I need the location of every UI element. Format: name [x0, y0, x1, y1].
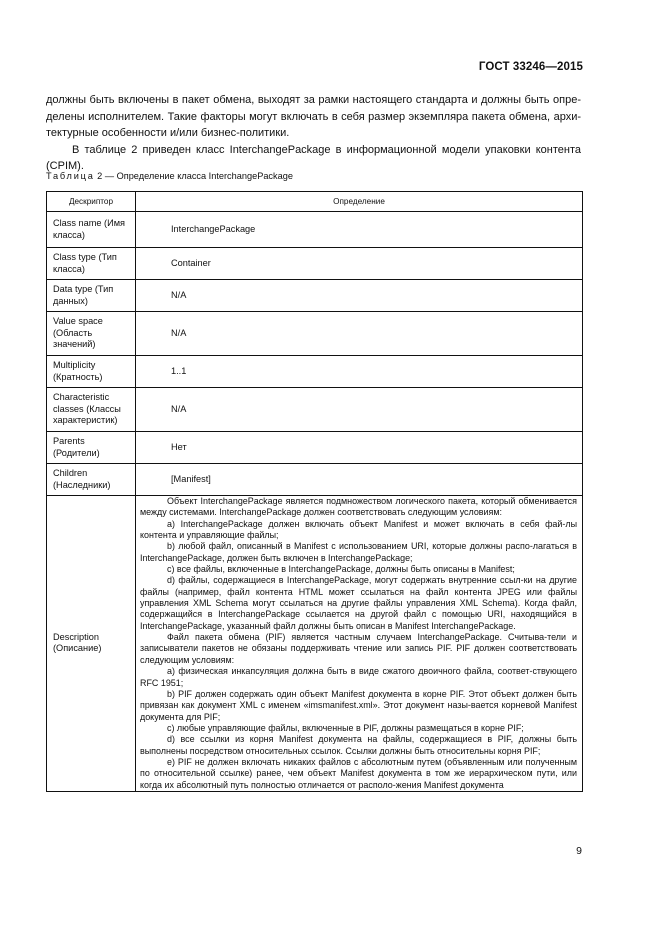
- descriptor-cell: Value space (Область значений): [47, 312, 136, 356]
- description-paragraph: Объект InterchangePackage является подмножеством логического пакета, который обменивается между системами. InterchangePackage должен соответствовать следующим условиям:: [140, 496, 577, 518]
- definition-cell: Container: [136, 248, 583, 280]
- descriptor-cell: Data type (Тип данных): [47, 280, 136, 312]
- table-row: [47, 464, 583, 496]
- table-row-description: [47, 496, 583, 792]
- description-paragraph: b) PIF должен содержать один объект Manifest документа в корне PIF. Этот объект должен быть привязан как документ XML с именем «imsmanifest.xml». Этот документ назы-вается корневой Manifest документа для PIF;: [140, 688, 577, 722]
- table-row: [47, 388, 583, 432]
- column-header-definition: Определение: [136, 192, 583, 212]
- description-paragraph: c) любые управляющие файлы, включенные в PIF, должны размещаться в корне PIF;: [167, 722, 524, 733]
- description-paragraph: d) все ссылки из корня Manifest документа на файлы, содержащиеся в PIF, должны быть выполнены посредством относительных ссылок. Ссылки должны быть относительны корня PIF;: [140, 734, 577, 756]
- table-row: [47, 248, 583, 280]
- table-caption-label: Таблица: [46, 171, 95, 181]
- definition-cell: N/A: [136, 280, 583, 312]
- definition-cell: N/A: [136, 388, 583, 432]
- description-paragraph: e) PIF не должен включать никаких файлов с абсолютным путем (объявленным или полученным по относительной ссылке) ранее, чем объект Manifest документа в том же иерархическом пути, или когда их абсолютный путь полностью отличается от располо-жения Manifest документа: [140, 756, 577, 790]
- description-paragraph: а) физическая инкапсуляция должна быть в виде сжатого двоичного файла, соответ-ствующего RFC 1951;: [140, 666, 577, 688]
- description-paragraph: b) любой файл, описанный в Manifest с использованием URI, которые должны распо-лагаться в InterchangePackage, должен быть включен в InterchangePackage;: [140, 541, 577, 563]
- descriptor-cell: Class name (Имя класса): [47, 212, 136, 248]
- descriptor-cell: Class type (Тип класса): [47, 248, 136, 280]
- description-paragraph: а) InterchangePackage должен включать объект Manifest и может включать в себя фай-лы контента и управляющие файлы;: [140, 518, 577, 541]
- definition-cell: [Manifest]: [136, 464, 583, 496]
- page-number: 9: [576, 845, 582, 857]
- table-caption-title: 2 — Определение класса InterchangePackage: [94, 171, 293, 181]
- definition-cell: InterchangePackage: [136, 212, 583, 248]
- table-row: [47, 432, 583, 464]
- definition-table: [46, 191, 583, 792]
- description-paragraph: Файл пакета обмена (PIF) является частным случаем InterchangePackage. Считыва-тели и записыватели пакетов не обязаны поддерживать чтение или запись PIF. PIF должен соответствовать следующим условиям:: [140, 632, 577, 665]
- table-header-row: [47, 192, 583, 212]
- paragraph: В таблице 2 приведен класс InterchangePackage в информационной модели упаковки контента (CPIM).: [46, 143, 581, 172]
- description-cell: [136, 496, 583, 792]
- descriptor-cell: Parents (Родители): [47, 432, 136, 464]
- descriptor-cell: Multiplicity (Кратность): [47, 356, 136, 388]
- definition-cell: 1..1: [136, 356, 583, 388]
- definition-cell: Нет: [136, 432, 583, 464]
- descriptor-cell: Children (Наследники): [47, 464, 136, 496]
- standard-number: ГОСТ 33246—2015: [478, 61, 583, 73]
- table-caption: [46, 170, 293, 182]
- table-row: [47, 312, 583, 356]
- definition-cell: N/A: [136, 312, 583, 356]
- description-paragraph: d) файлы, содержащиеся в InterchangePackage, могут содержать внутренние ссыл-ки на другие файлы (например, файл контента HTML может ссылаться на файл контента JPEG или файлы управления XML Schema могут ссылаться на другие файлы управления XML Schema). Когда файл, содержащийся в InterchangePackage ссылается на другой файл с помощью URI, находящийся в InterchangePackage, указанный файл должны быть описан в Manifest InterchangePackage.: [140, 575, 577, 631]
- descriptor-cell: Characteristic classes (Классы характеристик): [47, 388, 136, 432]
- body-text: [46, 92, 581, 175]
- descriptor-cell: Description (Описание): [47, 496, 136, 792]
- table-row: [47, 356, 583, 388]
- paragraph: должны быть включены в пакет обмена, выходят за рамки настоящего стандарта и должны быть опре-делены исполнителем. Такие факторы могут включать в себя размер экземпляра пакета обмена, архи-тектурные особенности и/или бизнес-политики.: [46, 94, 581, 139]
- table-row: [47, 212, 583, 248]
- table-row: [47, 280, 583, 312]
- description-paragraph: c) все файлы, включенные в InterchangePackage, должны быть описаны в Manifest;: [167, 564, 515, 575]
- column-header-descriptor: Дескриптор: [47, 192, 136, 212]
